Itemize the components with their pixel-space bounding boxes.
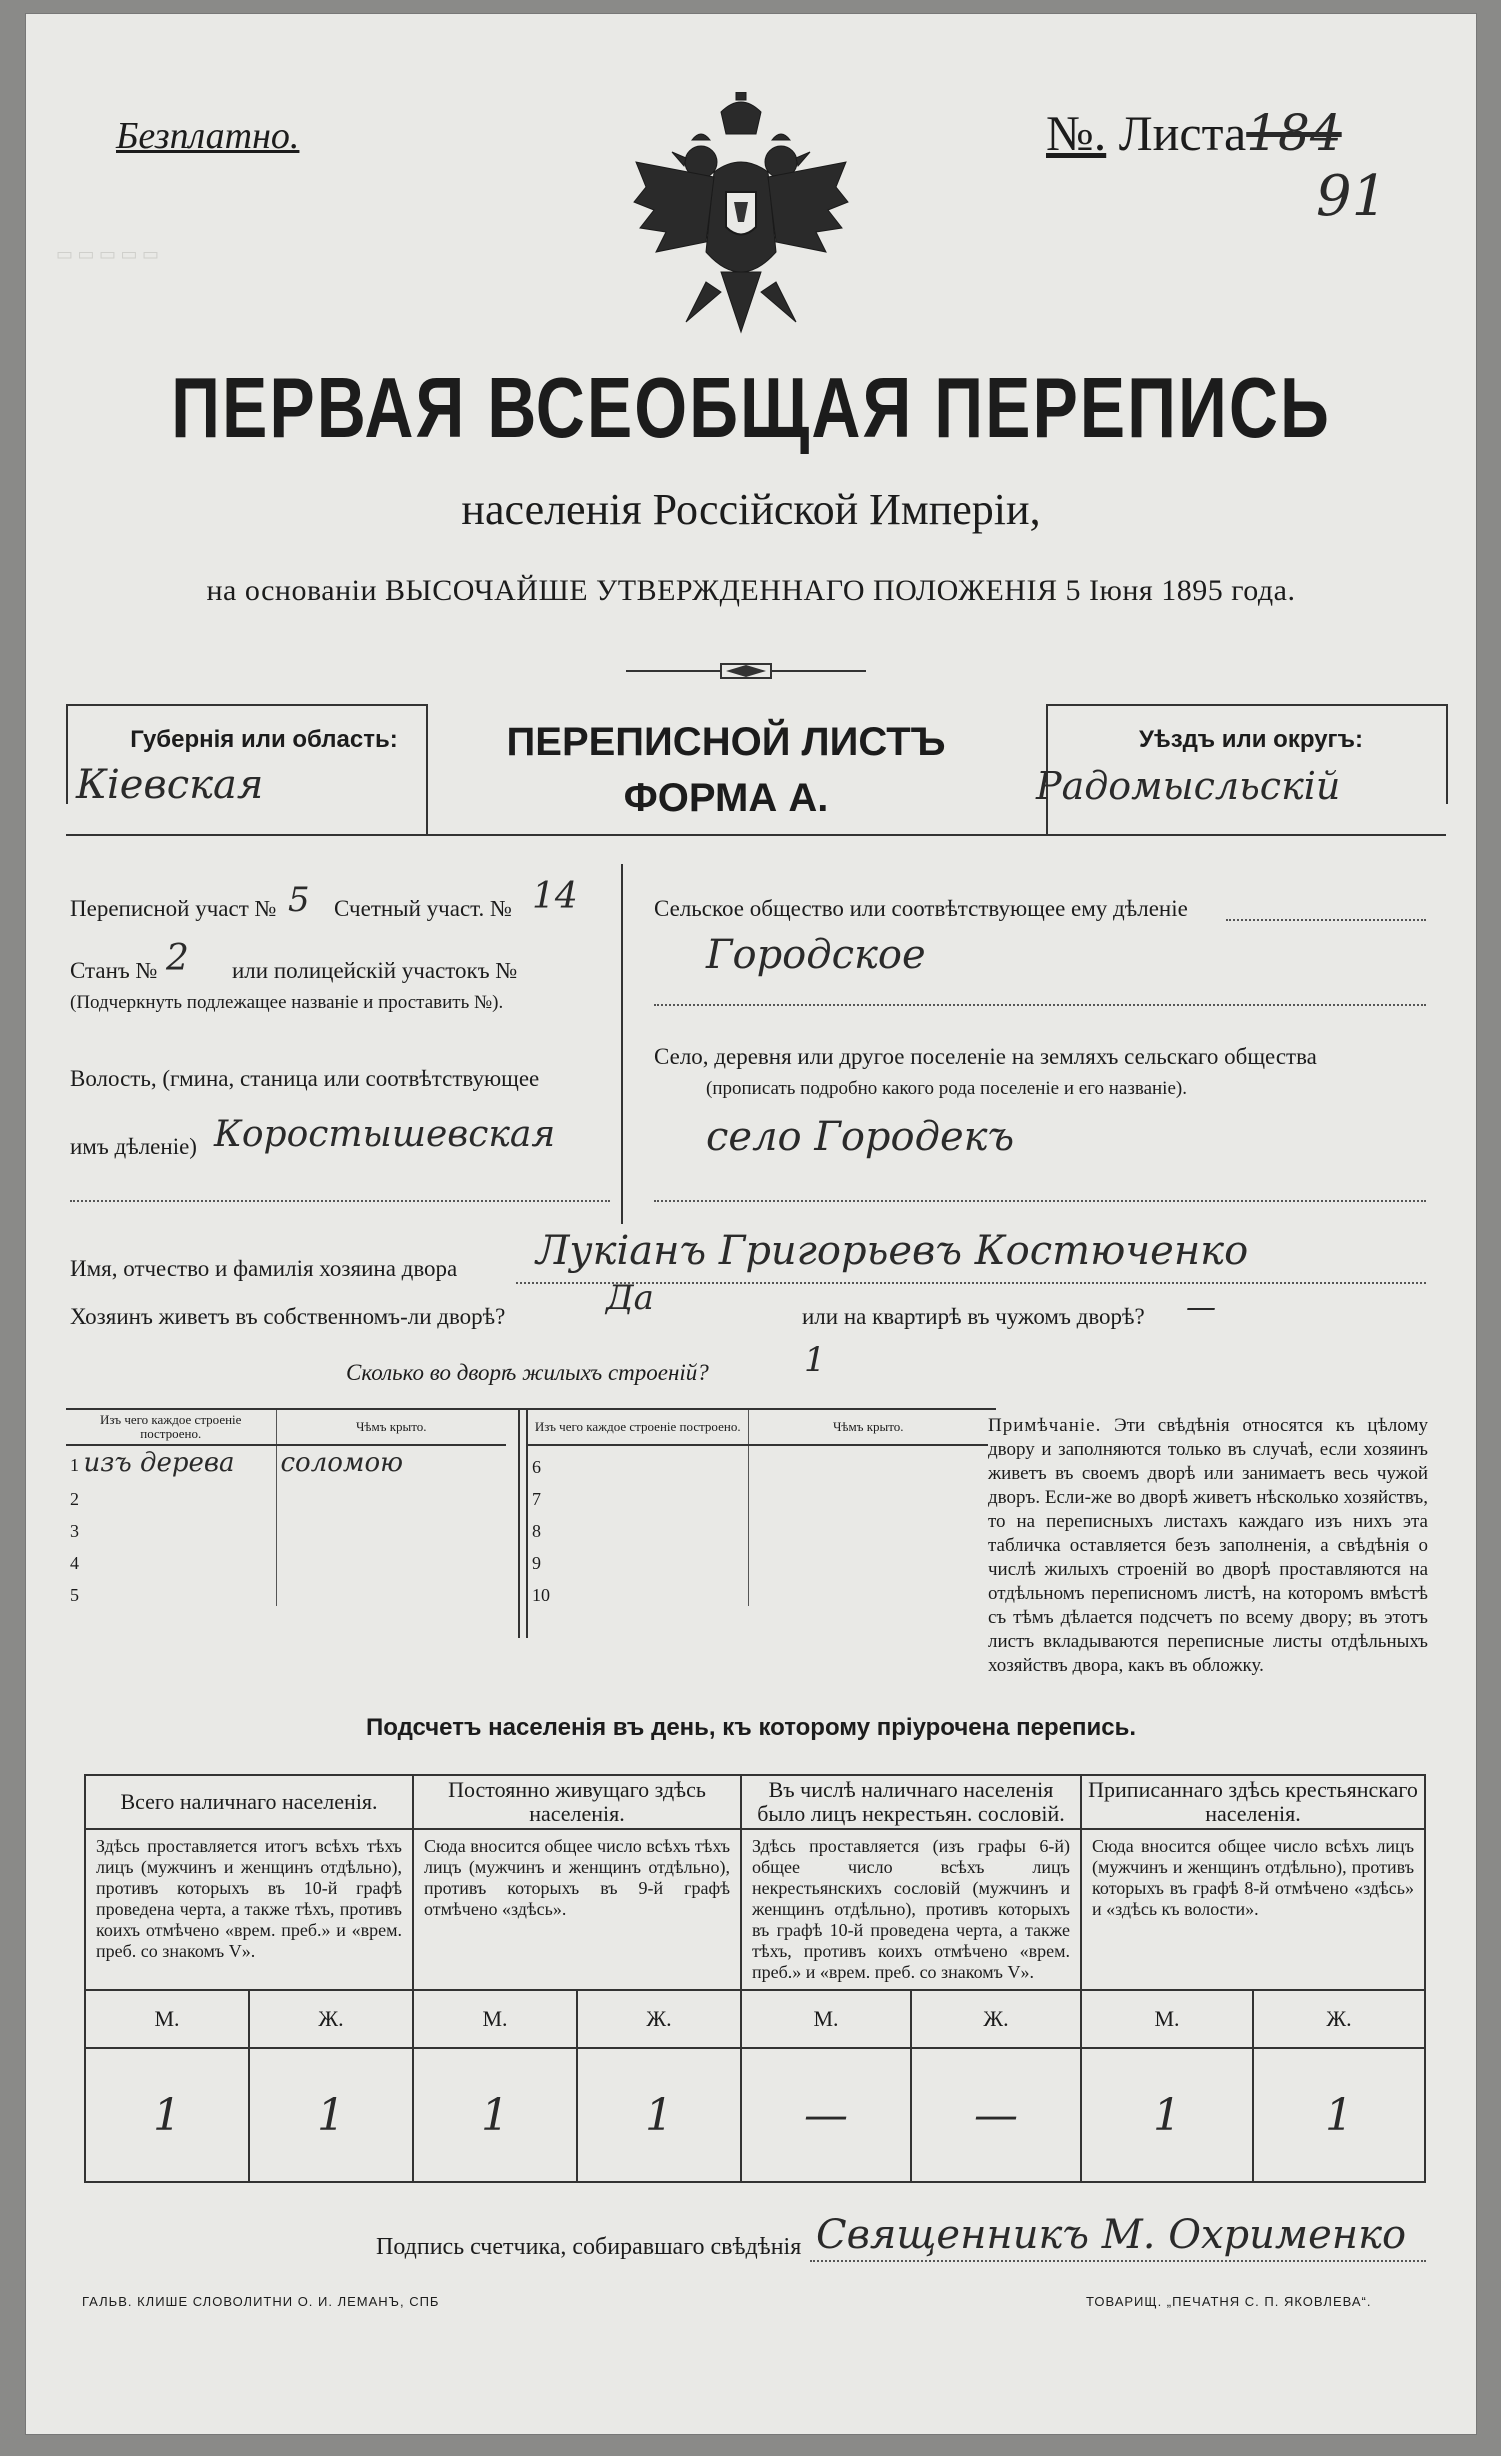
signature-label: Подпись счетчика, собиравшаго свѣдѣнія xyxy=(376,2234,802,2260)
male-header: М. xyxy=(413,1990,577,2048)
uezd-label: Уѣздъ или округъ: xyxy=(1138,726,1364,753)
female-header: Ж. xyxy=(911,1990,1081,2048)
permanent-female-value: 1 xyxy=(577,2048,741,2182)
signature-value: Священникъ М. Охрименко xyxy=(816,2212,1407,2258)
census-form-sheet xyxy=(26,14,1476,2434)
buildings-table-right xyxy=(528,1410,988,1606)
population-table xyxy=(84,1774,1426,2183)
gubernia-label: Губернія или область: xyxy=(130,726,398,753)
uezd-value: Радомысльскій xyxy=(1036,764,1341,808)
blank-line xyxy=(1226,919,1426,921)
row-number: 6 xyxy=(532,1457,541,1477)
lives-own-label: Хозяинъ живетъ въ собственномъ-ли дворѣ? xyxy=(70,1304,506,1329)
total-female-value: 1 xyxy=(249,2048,413,2182)
ornament-divider xyxy=(626,661,866,681)
table-row xyxy=(66,1445,506,1478)
buildings-value: 1 xyxy=(804,1340,826,1380)
table-row xyxy=(66,1510,506,1542)
female-header: Ж. xyxy=(1253,1990,1425,2048)
registered-male-value: 1 xyxy=(1081,2048,1253,2182)
free-label: Безплатно. xyxy=(116,115,300,157)
form-subtitle: ФОРМА А. xyxy=(623,776,829,820)
col-registered-heading: Приписаннаго здѣсь крестьянскаго населенія. xyxy=(1081,1775,1425,1829)
volost-label: Волость, (гмина, станица или соотвѣтствующее xyxy=(70,1066,540,1091)
buildings-label: Сколько во дворѣ жилыхъ строеній? xyxy=(346,1360,709,1385)
region-rule xyxy=(1446,704,1448,804)
col-total-heading: Всего наличнаго населенія. xyxy=(85,1775,413,1829)
form-title-block xyxy=(416,714,1036,826)
col-permanent-heading: Постоянно живущаго здѣсь населенія. xyxy=(413,1775,741,1829)
population-title: Подсчетъ населенія въ день, къ которому пріурочена перепись. xyxy=(366,1714,1136,1741)
sheet-old-number: 184 xyxy=(1246,104,1342,162)
sheet-number xyxy=(1046,104,1342,162)
region-rule xyxy=(66,704,426,706)
row-number: 3 xyxy=(70,1521,79,1541)
roof-value: соломою xyxy=(280,1448,404,1478)
nonpeasant-male-value: — xyxy=(741,2048,911,2182)
sheet-new-number: 91 xyxy=(1316,164,1388,229)
row-number: 9 xyxy=(532,1553,541,1573)
police-label: или полицейскій участокъ № xyxy=(232,958,518,983)
col-registered-desc: Сюда вносится общее число всѣхъ лицъ (мужчинъ и женщинъ отдѣльно), противъ которыхъ въ графѣ 8-й отмѣчено «здѣсь» и «здѣсь къ волости». xyxy=(1081,1829,1425,1990)
table-rule xyxy=(518,1408,520,1638)
volost-value: Коростышевская xyxy=(214,1114,556,1155)
table-row xyxy=(528,1510,988,1542)
society-label: Сельское общество или соотвѣтствующее ему дѣленіе xyxy=(654,896,1188,921)
table-row xyxy=(66,1542,506,1574)
row-number: 8 xyxy=(532,1521,541,1541)
village-value: село Городекъ xyxy=(706,1114,1015,1160)
male-header: М. xyxy=(741,1990,911,2048)
total-male-value: 1 xyxy=(85,2048,249,2182)
buildings-table-left xyxy=(66,1410,506,1606)
basis-line: на основаніи ВЫСОЧАЙШЕ УТВЕРЖДЕННАГО ПОЛОЖЕНІЯ 5 Іюня 1895 года. xyxy=(206,574,1296,607)
number-symbol: №. xyxy=(1046,105,1107,161)
column-divider xyxy=(621,864,623,1224)
row-number: 5 xyxy=(70,1585,79,1605)
sheet-label: Листа xyxy=(1118,105,1247,161)
region-rule xyxy=(66,834,1446,836)
underline-note: (Подчеркнуть подлежащее названіе и проставить №). xyxy=(70,992,504,1013)
village-label: Село, деревня или другое поселеніе на земляхъ сельскаго общества xyxy=(654,1044,1317,1069)
count-district-value: 14 xyxy=(532,876,578,917)
blank-line xyxy=(70,1200,610,1202)
volost-label-2: имъ дѣленіе) xyxy=(70,1134,197,1159)
owner-value: Лукіанъ Григорьевъ Костюченко xyxy=(536,1228,1249,1274)
col-material-header: Изъ чего каждое строеніе построено. xyxy=(528,1410,748,1445)
note-text xyxy=(988,1414,1428,1678)
main-title: ПЕРВАЯ ВСЕОБЩАЯ ПЕРЕПИСЬ xyxy=(171,360,1331,456)
lives-rent-label: или на квартирѣ въ чужомъ дворѣ? xyxy=(802,1304,1145,1329)
row-number: 1 xyxy=(70,1455,79,1475)
row-number: 10 xyxy=(532,1585,550,1605)
row-number: 7 xyxy=(532,1489,541,1509)
bleed-through: ▭ ▭ ▭ ▭ ▭ xyxy=(56,244,160,264)
table-row xyxy=(528,1445,988,1478)
col-total-desc: Здѣсь проставляется итогъ всѣхъ тѣхъ лицъ (мужчинъ и женщинъ отдѣльно), противъ которыхъ въ 10-й графѣ проведена черта, а также тѣхъ, противъ коихъ отмѣчено «врем. преб.» и «врем. преб. со знакомъ V». xyxy=(85,1829,413,1990)
table-row xyxy=(528,1542,988,1574)
society-value: Городское xyxy=(706,932,926,978)
count-district-label: Счетный участ. № xyxy=(334,896,512,921)
registered-female-value: 1 xyxy=(1253,2048,1425,2182)
table-row xyxy=(528,1574,988,1606)
subtitle: населенія Россійской Имперіи, xyxy=(461,485,1041,534)
owner-label: Имя, отчество и фамилія хозяина двора xyxy=(70,1256,458,1281)
table-row xyxy=(528,1478,988,1510)
col-nonpeasant-heading: Въ числѣ наличнаго населенія было лицъ некрестьян. сословій. xyxy=(741,1775,1081,1829)
female-header: Ж. xyxy=(249,1990,413,2048)
male-header: М. xyxy=(1081,1990,1253,2048)
gubernia-value: Кіевская xyxy=(76,762,264,808)
permanent-male-value: 1 xyxy=(413,2048,577,2182)
material-value: изъ дерева xyxy=(83,1448,235,1478)
stan-label: Станъ № xyxy=(70,958,158,983)
blank-line xyxy=(654,1004,1426,1006)
footer-imprint-right: ТОВАРИЩ. „ПЕЧАТНЯ С. П. ЯКОВЛЕВА“. xyxy=(1086,2294,1372,2309)
table-row xyxy=(66,1478,506,1510)
col-permanent-desc: Сюда вносится общее число всѣхъ тѣхъ лицъ (мужчинъ и женщинъ отдѣльно), противъ которыхъ въ 9-й графѣ отмѣчено «здѣсь». xyxy=(413,1829,741,1990)
lives-own-value: Да xyxy=(606,1278,654,1318)
col-material-header: Изъ чего каждое строеніе построено. xyxy=(66,1410,276,1445)
census-district-label: Переписной участ № xyxy=(70,896,277,921)
blank-line xyxy=(810,2260,1426,2262)
male-header: М. xyxy=(85,1990,249,2048)
female-header: Ж. xyxy=(577,1990,741,2048)
stan-value: 2 xyxy=(166,938,189,979)
lives-rent-value: — xyxy=(1186,1290,1216,1325)
village-note: (прописать подробно какого рода поселеніе и его названіе). xyxy=(706,1078,1187,1099)
note-lead: Примѣчаніе. xyxy=(988,1415,1102,1436)
blank-line xyxy=(654,1200,1426,1202)
col-roof-header: Чѣмъ крыто. xyxy=(276,1410,506,1445)
nonpeasant-female-value: — xyxy=(911,2048,1081,2182)
table-row xyxy=(66,1574,506,1606)
census-district-value: 5 xyxy=(288,880,310,920)
row-number: 4 xyxy=(70,1553,79,1573)
col-nonpeasant-desc: Здѣсь проставляется (изъ графы 6-й) общее число всѣхъ лицъ некрестьянскихъ сословій (мужчинъ и женщинъ отдѣльно), противъ которыхъ въ графѣ 10-й проведена черта, а также тѣхъ, противъ коихъ отмѣчено «врем. преб.» и «врем. преб. со знакомъ V». xyxy=(741,1829,1081,1990)
row-number: 2 xyxy=(70,1489,79,1509)
imperial-eagle-emblem xyxy=(626,92,856,362)
col-roof-header: Чѣмъ крыто. xyxy=(748,1410,988,1445)
footer-imprint-left: ГАЛЬВ. КЛИШЕ СЛОВОЛИТНИ О. И. ЛЕМАНЪ, СПБ xyxy=(82,2294,440,2309)
region-rule xyxy=(1046,704,1446,706)
form-title: ПЕРЕПИСНОЙ ЛИСТЪ xyxy=(506,720,946,764)
note-body: Эти свѣдѣнія относятся къ цѣлому двору и заполняются только въ случаѣ, если хозяинъ живетъ въ своемъ дворѣ или занимаетъ весь чужой дворъ. Если-же во дворѣ живетъ нѣсколько хозяйствъ, то на переписныхъ листахъ каждаго изъ нихъ эта табличка оставляется безъ заполненія, а свѣдѣнія о числѣ жилыхъ строеній во дворѣ проставляются на отдѣльномъ переписномъ листѣ, на которомъ вмѣстѣ съ тѣмъ дѣлается подсчетъ по всему двору; въ этотъ листъ вкладываются переписные листы отдѣльныхъ хозяйствъ двора, какъ въ обложку. xyxy=(988,1415,1428,1676)
region-rule xyxy=(66,704,68,804)
